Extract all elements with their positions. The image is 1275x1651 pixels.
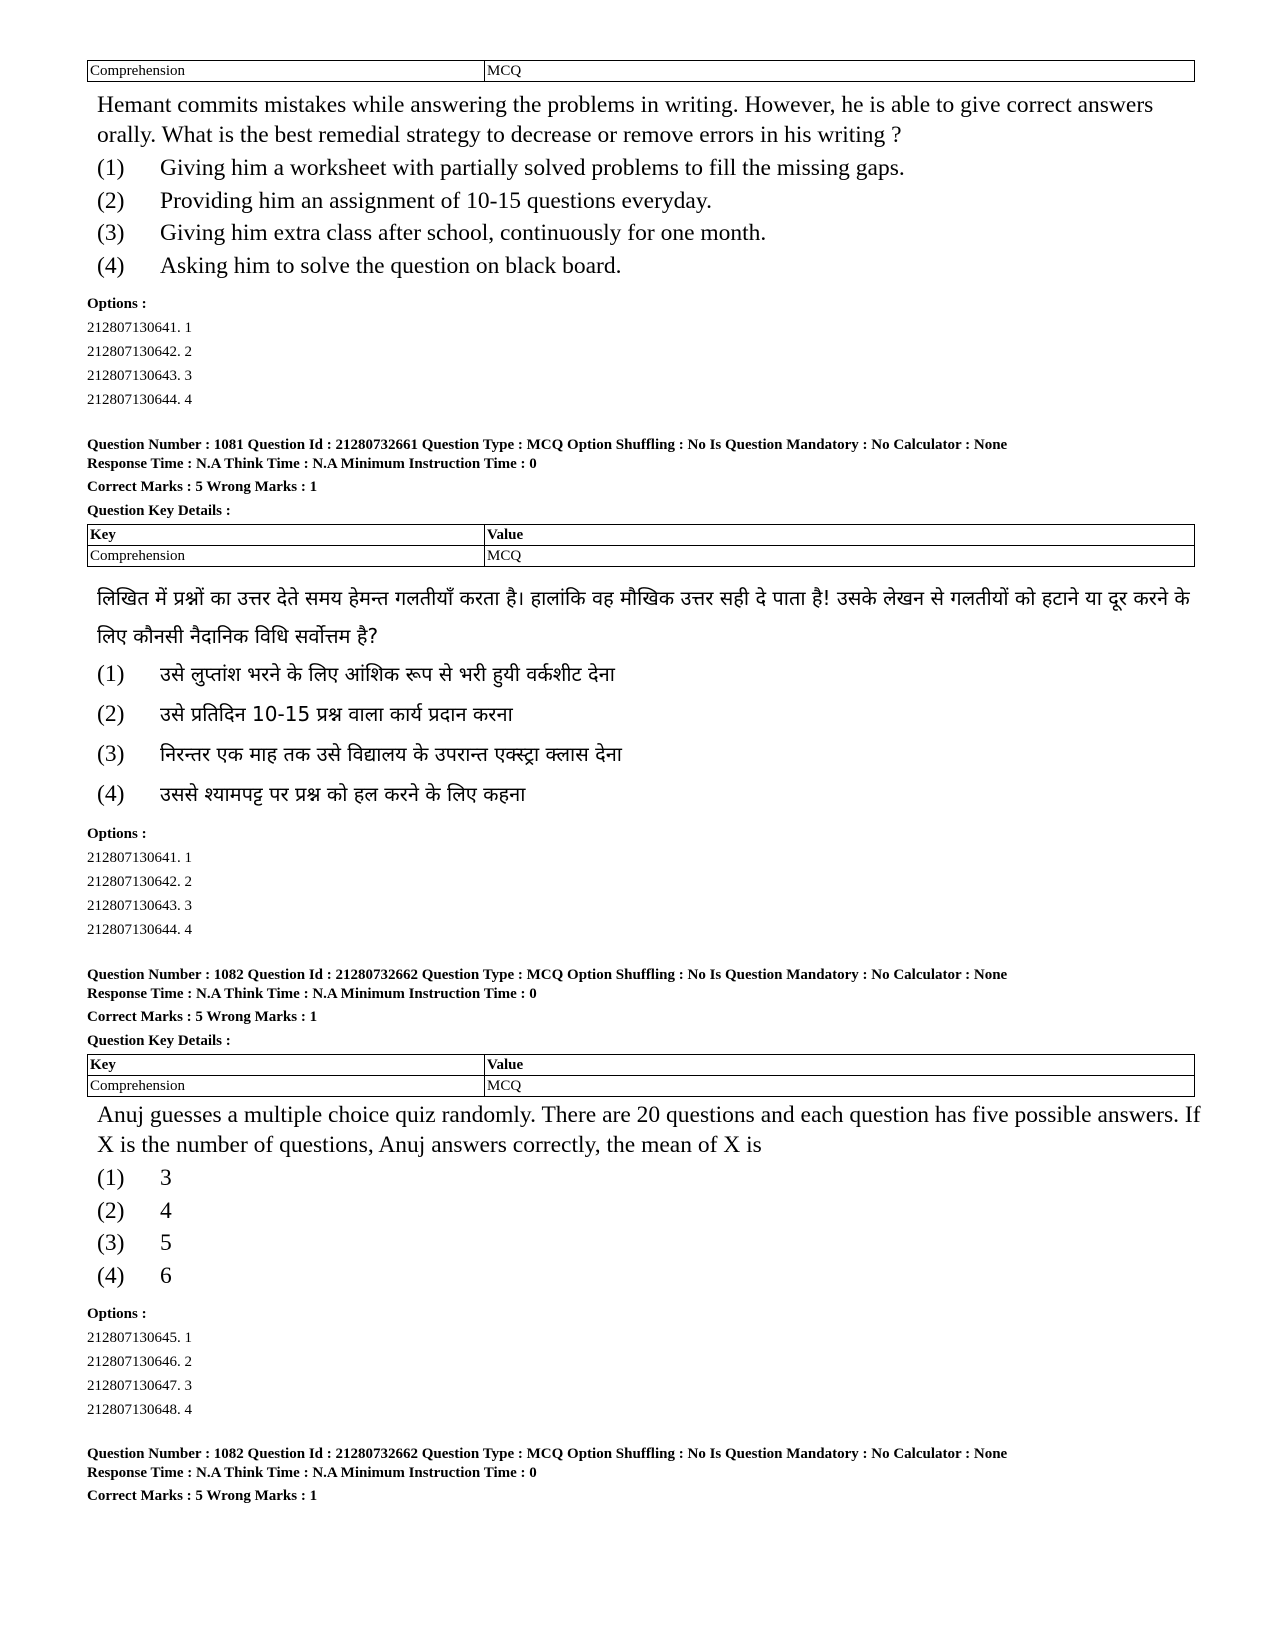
option-id: 212807130645. 1: [87, 1330, 192, 1346]
options-list: [87, 292, 192, 412]
options-label: Options :: [87, 1306, 147, 1322]
option-number: (4): [97, 781, 125, 807]
option-number: (3): [97, 741, 125, 767]
option-text: निरन्तर एक माह तक उसे विद्यालय के उपरान्त एक्स्ट्रा क्लास देना: [160, 742, 622, 766]
key-cell: Comprehension: [88, 546, 485, 567]
table-header-row: [88, 1055, 1195, 1076]
option-text: Giving him extra class after school, continuously for one month.: [160, 220, 767, 246]
response-time-meta: Response Time : N.A Think Time : N.A Minimum Instruction Time : 0: [87, 456, 537, 472]
option-text: Giving him a worksheet with partially solved problems to fill the missing gaps.: [160, 155, 905, 181]
response-time-meta: Response Time : N.A Think Time : N.A Minimum Instruction Time : 0: [87, 986, 537, 1002]
key-header: Key: [88, 1055, 485, 1076]
key-details-heading: Question Key Details :: [87, 1033, 231, 1049]
question-meta: Question Number : 1082 Question Id : 21280732662 Question Type : MCQ Option Shuffling : No Is Question Mandatory : No Calculator : None: [87, 1446, 1008, 1462]
answer-option: [97, 659, 615, 689]
option-number: (1): [97, 155, 125, 181]
key-details-heading: Question Key Details :: [87, 503, 231, 519]
answer-option: [97, 779, 525, 809]
option-text: उसे लुप्तांश भरने के लिए आंशिक रूप से भरी हुयी वर्कशीट देना: [160, 662, 615, 686]
option-id: 212807130643. 3: [87, 898, 192, 914]
option-id: 212807130642. 2: [87, 874, 192, 890]
option-number: (4): [97, 1263, 125, 1289]
value-header: Value: [485, 525, 1195, 546]
option-text: 6: [160, 1263, 172, 1289]
options-list: [87, 1302, 192, 1422]
option-id: 212807130647. 3: [87, 1378, 192, 1394]
key-cell: Comprehension: [88, 61, 485, 82]
answer-option: [97, 1163, 172, 1193]
answer-option: [97, 186, 712, 216]
option-text: 3: [160, 1165, 172, 1191]
table-row: [88, 546, 1195, 567]
table-row: [88, 61, 1195, 82]
option-id: 212807130644. 4: [87, 922, 192, 938]
option-text: Asking him to solve the question on black board.: [160, 253, 622, 279]
question-text: Hemant commits mistakes while answering the problems in writing. However, he is able to give correct answers orally. What is the best remedial strategy to decrease or remove errors in his writing ?: [97, 92, 1154, 148]
value-cell: MCQ: [485, 1076, 1195, 1097]
option-id: 212807130644. 4: [87, 392, 192, 408]
marks-meta: Correct Marks : 5 Wrong Marks : 1: [87, 1488, 318, 1504]
answer-option: [97, 699, 513, 729]
option-number: (4): [97, 253, 125, 279]
option-number: (3): [97, 220, 125, 246]
option-number: (3): [97, 1230, 125, 1256]
answer-option: [97, 251, 621, 281]
marks-meta: Correct Marks : 5 Wrong Marks : 1: [87, 1009, 318, 1025]
answer-option: [97, 153, 905, 183]
answer-option: [97, 218, 766, 248]
answer-option: [97, 1196, 172, 1226]
option-text: उससे श्यामपट्ट पर प्रश्न को हल करने के लिए कहना: [160, 782, 526, 806]
option-id: 212807130641. 1: [87, 850, 192, 866]
key-details-table: [87, 60, 1195, 82]
option-text: 4: [160, 1198, 172, 1224]
options-label: Options :: [87, 296, 147, 312]
option-id: 212807130646. 2: [87, 1354, 192, 1370]
question-meta: Question Number : 1082 Question Id : 21280732662 Question Type : MCQ Option Shuffling : No Is Question Mandatory : No Calculator : None: [87, 967, 1008, 983]
question-text: लिखित में प्रश्नों का उत्तर देते समय हेमन्त गलतीयाँ करता है। हालांकि वह मौखिक उत्तर सही दे पाता है! उसके लेखन से गलतीयों को हटाने या दूर करने के लिए कौनसी नैदानिक विधि सर्वोत्तम है?: [97, 586, 1190, 648]
option-number: (2): [97, 188, 125, 214]
key-cell: Comprehension: [88, 1076, 485, 1097]
option-number: (1): [97, 1165, 125, 1191]
value-cell: MCQ: [485, 546, 1195, 567]
key-header: Key: [88, 525, 485, 546]
option-id: 212807130642. 2: [87, 344, 192, 360]
options-label: Options :: [87, 826, 147, 842]
answer-option: [97, 1228, 172, 1258]
question-meta: Question Number : 1081 Question Id : 21280732661 Question Type : MCQ Option Shuffling : No Is Question Mandatory : No Calculator : None: [87, 437, 1008, 453]
option-number: (2): [97, 701, 125, 727]
response-time-meta: Response Time : N.A Think Time : N.A Minimum Instruction Time : 0: [87, 1465, 537, 1481]
question-text: Anuj guesses a multiple choice quiz randomly. There are 20 questions and each question has five possible answers. If X is the number of questions, Anuj answers correctly, the mean of X is: [97, 1102, 1201, 1158]
option-number: (2): [97, 1198, 125, 1224]
value-cell: MCQ: [485, 61, 1195, 82]
answer-option: [97, 1261, 172, 1291]
option-text: 5: [160, 1230, 172, 1256]
option-id: 212807130643. 3: [87, 368, 192, 384]
option-id: 212807130641. 1: [87, 320, 192, 336]
option-id: 212807130648. 4: [87, 1402, 192, 1418]
option-number: (1): [97, 661, 125, 687]
option-text: Providing him an assignment of 10-15 questions everyday.: [160, 188, 712, 214]
answer-option: [97, 739, 622, 769]
marks-meta: Correct Marks : 5 Wrong Marks : 1: [87, 479, 318, 495]
options-list: [87, 822, 192, 942]
key-details-table: [87, 1054, 1195, 1097]
value-header: Value: [485, 1055, 1195, 1076]
table-row: [88, 1076, 1195, 1097]
table-header-row: [88, 525, 1195, 546]
option-text: उसे प्रतिदिन 10-15 प्रश्न वाला कार्य प्रदान करना: [160, 702, 513, 726]
key-details-table: [87, 524, 1195, 567]
